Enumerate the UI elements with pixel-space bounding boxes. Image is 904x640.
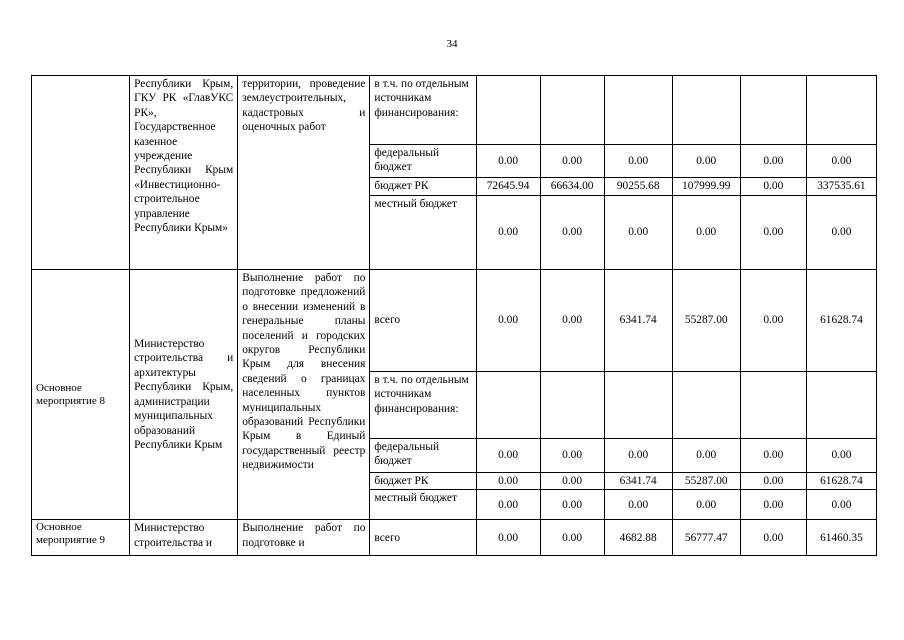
value-cell <box>540 372 604 439</box>
value-cell: 61628.74 <box>806 270 876 372</box>
value-cell <box>740 372 806 439</box>
work-description-cell: Выполнение работ по подготовке предложений о внесении изменений в генеральные планы поселений и городских округов Республики Крым для внесения сведений о границах населенных пунктов муниципальных образований Республики Крым в Единый государственный реестр недвижимости <box>238 270 370 520</box>
value-cell: 0.00 <box>672 196 740 270</box>
executor-cell: Министерство строительства и <box>130 520 238 556</box>
value-cell <box>604 76 672 145</box>
value-cell: 0.00 <box>476 490 540 520</box>
value-cell <box>540 76 604 145</box>
value-cell: 0.00 <box>672 439 740 473</box>
value-cell <box>672 372 740 439</box>
work-description-cell: территории, проведение землеустроительных, кадастровых и оценочных работ <box>238 76 370 270</box>
funding-source-label: всего <box>370 270 476 372</box>
table-row <box>32 520 877 556</box>
value-cell <box>672 76 740 145</box>
value-cell <box>476 76 540 145</box>
value-cell: 6341.74 <box>604 473 672 490</box>
value-cell: 0.00 <box>740 145 806 178</box>
value-cell <box>806 372 876 439</box>
value-cell <box>806 76 876 145</box>
measure-cell: Основное мероприятие 9 <box>32 520 130 556</box>
funding-source-label: федеральный бюджет <box>370 145 476 178</box>
value-cell <box>740 76 806 145</box>
table-row <box>32 76 877 145</box>
value-cell: 0.00 <box>604 196 672 270</box>
funding-source-label: бюджет РК <box>370 178 476 196</box>
value-cell: 55287.00 <box>672 270 740 372</box>
value-cell: 0.00 <box>476 145 540 178</box>
value-cell <box>604 372 672 439</box>
value-cell: 0.00 <box>740 490 806 520</box>
value-cell: 0.00 <box>540 473 604 490</box>
value-cell: 0.00 <box>740 270 806 372</box>
value-cell: 0.00 <box>540 490 604 520</box>
value-cell: 61628.74 <box>806 473 876 490</box>
executor-cell: Республики Крым, ГКУ РК «ГлавУКС РК», Государственное казенное учреждение Республики Крым «Инвестиционно-строительное управление Республики Крым» <box>130 76 238 270</box>
value-cell: 0.00 <box>806 439 876 473</box>
value-cell: 0.00 <box>476 439 540 473</box>
value-cell: 0.00 <box>740 178 806 196</box>
value-cell: 4682.88 <box>604 520 672 556</box>
value-cell: 0.00 <box>806 490 876 520</box>
value-cell: 66634.00 <box>540 178 604 196</box>
value-cell: 0.00 <box>540 520 604 556</box>
value-cell: 0.00 <box>476 473 540 490</box>
value-cell: 0.00 <box>476 520 540 556</box>
funding-source-label: местный бюджет <box>370 490 476 520</box>
value-cell: 0.00 <box>672 490 740 520</box>
value-cell: 337535.61 <box>806 178 876 196</box>
value-cell: 0.00 <box>540 196 604 270</box>
executor-cell: Министерство строительства и архитектуры Республики Крым, администрации муниципальных образований Республики Крым <box>130 270 238 520</box>
value-cell: 107999.99 <box>672 178 740 196</box>
value-cell: 0.00 <box>476 196 540 270</box>
value-cell: 0.00 <box>740 473 806 490</box>
value-cell: 0.00 <box>740 196 806 270</box>
value-cell <box>476 372 540 439</box>
funding-source-label: местный бюджет <box>370 196 476 270</box>
value-cell: 0.00 <box>806 196 876 270</box>
table-row <box>32 270 877 372</box>
value-cell: 0.00 <box>740 520 806 556</box>
value-cell: 72645.94 <box>476 178 540 196</box>
funding-source-label: федеральный бюджет <box>370 439 476 473</box>
measure-cell <box>32 76 130 270</box>
value-cell: 0.00 <box>604 490 672 520</box>
value-cell: 0.00 <box>540 439 604 473</box>
value-cell: 61460.35 <box>806 520 876 556</box>
funding-table <box>31 75 877 556</box>
value-cell: 0.00 <box>540 145 604 178</box>
value-cell: 90255.68 <box>604 178 672 196</box>
funding-source-label: бюджет РК <box>370 473 476 490</box>
value-cell: 0.00 <box>806 145 876 178</box>
measure-cell: Основное мероприятие 8 <box>32 270 130 520</box>
funding-source-label: в т.ч. по отдельным источникам финансирования: <box>370 76 476 145</box>
value-cell: 0.00 <box>476 270 540 372</box>
value-cell: 0.00 <box>540 270 604 372</box>
value-cell: 0.00 <box>740 439 806 473</box>
value-cell: 56777.47 <box>672 520 740 556</box>
work-description-cell: Выполнение работ по подготовке и <box>238 520 370 556</box>
value-cell: 6341.74 <box>604 270 672 372</box>
funding-source-label: всего <box>370 520 476 556</box>
page-number: 34 <box>446 38 458 50</box>
value-cell: 0.00 <box>604 145 672 178</box>
value-cell: 55287.00 <box>672 473 740 490</box>
funding-source-label: в т.ч. по отдельным источникам финансирования: <box>370 372 476 439</box>
value-cell: 0.00 <box>672 145 740 178</box>
value-cell: 0.00 <box>604 439 672 473</box>
